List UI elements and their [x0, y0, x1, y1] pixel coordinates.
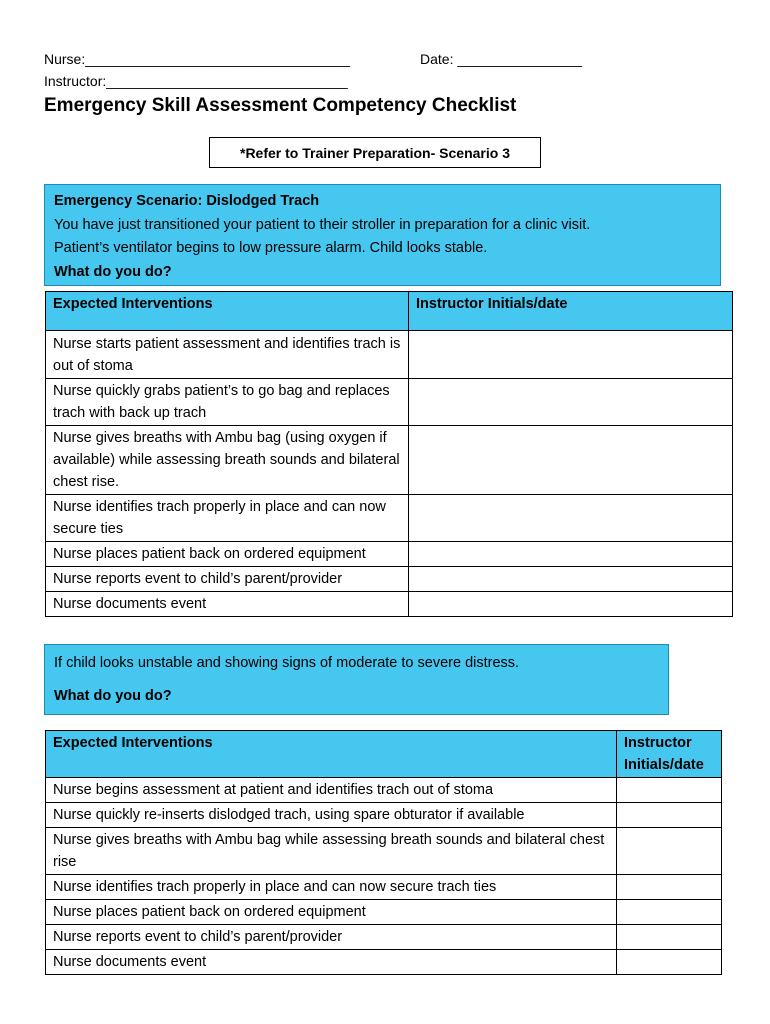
- initials-cell[interactable]: [409, 542, 733, 567]
- intervention-text: Nurse reports event to child’s parent/provider: [46, 567, 409, 592]
- table-row: [46, 778, 722, 803]
- table-row: [46, 592, 733, 617]
- initials-cell[interactable]: [409, 331, 733, 379]
- intervention-text: Nurse gives breaths with Ambu bag (using oxygen if available) while assessing breath sounds and bilateral chest rise.: [46, 426, 409, 495]
- intervention-text: Nurse reports event to child’s parent/provider: [46, 925, 617, 950]
- column-header-initials: Instructor Initials/date: [617, 731, 722, 778]
- initials-cell[interactable]: [617, 875, 722, 900]
- table-row: [46, 542, 733, 567]
- instructor-field[interactable]: Instructor:_______________________________: [44, 73, 348, 89]
- nurse-field[interactable]: Nurse:__________________________________: [44, 51, 350, 67]
- initials-cell[interactable]: [617, 828, 722, 875]
- intervention-text: Nurse identifies trach properly in place and can now secure ties: [46, 495, 409, 542]
- intervention-text: Nurse places patient back on ordered equipment: [46, 900, 617, 925]
- initials-cell[interactable]: [409, 379, 733, 426]
- table-header-row: [46, 731, 722, 778]
- table-row: [46, 828, 722, 875]
- reference-note: *Refer to Trainer Preparation- Scenario 3: [209, 137, 541, 168]
- table-row: [46, 379, 733, 426]
- date-field[interactable]: Date: ________________: [420, 51, 582, 67]
- scenario-heading: Emergency Scenario: Dislodged Trach: [54, 193, 320, 209]
- table-row: [46, 567, 733, 592]
- table-row: [46, 875, 722, 900]
- interventions-table-2: [45, 730, 722, 975]
- intervention-text: Nurse gives breaths with Ambu bag while assessing breath sounds and bilateral chest rise: [46, 828, 617, 875]
- intervention-text: Nurse begins assessment at patient and identifies trach out of stoma: [46, 778, 617, 803]
- initials-cell[interactable]: [409, 567, 733, 592]
- initials-cell[interactable]: [409, 592, 733, 617]
- table-row: [46, 426, 733, 495]
- table-row: [46, 900, 722, 925]
- intervention-text: Nurse quickly re-inserts dislodged trach, using spare obturator if available: [46, 803, 617, 828]
- intervention-text: Nurse documents event: [46, 592, 409, 617]
- intervention-text: Nurse places patient back on ordered equipment: [46, 542, 409, 567]
- table-header-row: [46, 292, 733, 331]
- scenario-box-1: [44, 184, 721, 286]
- interventions-table-1: [45, 291, 733, 617]
- scenario-line-1: If child looks unstable and showing signs of moderate to severe distress.: [54, 655, 520, 671]
- scenario-question: What do you do?: [54, 688, 172, 704]
- initials-cell[interactable]: [617, 900, 722, 925]
- page-title: Emergency Skill Assessment Competency Checklist: [44, 95, 517, 116]
- intervention-text: Nurse documents event: [46, 950, 617, 975]
- initials-cell[interactable]: [617, 950, 722, 975]
- initials-cell[interactable]: [409, 426, 733, 495]
- column-header-interventions: Expected Interventions: [46, 292, 409, 331]
- table-row: [46, 495, 733, 542]
- initials-cell[interactable]: [617, 803, 722, 828]
- scenario-line-1: You have just transitioned your patient to their stroller in preparation for a clinic visit.: [54, 216, 591, 233]
- scenario-question: What do you do?: [54, 263, 172, 280]
- table-row: [46, 950, 722, 975]
- column-header-initials: Instructor Initials/date: [409, 292, 733, 331]
- intervention-text: Nurse starts patient assessment and identifies trach is out of stoma: [46, 331, 409, 379]
- intervention-text: Nurse identifies trach properly in place and can now secure trach ties: [46, 875, 617, 900]
- initials-cell[interactable]: [617, 778, 722, 803]
- initials-cell[interactable]: [409, 495, 733, 542]
- initials-cell[interactable]: [617, 925, 722, 950]
- table-row: [46, 803, 722, 828]
- intervention-text: Nurse quickly grabs patient’s to go bag and replaces trach with back up trach: [46, 379, 409, 426]
- table-row: [46, 331, 733, 379]
- scenario-box-2: [44, 644, 669, 715]
- table-row: [46, 925, 722, 950]
- scenario-line-2: Patient’s ventilator begins to low pressure alarm. Child looks stable.: [54, 240, 488, 256]
- column-header-interventions: Expected Interventions: [46, 731, 617, 778]
